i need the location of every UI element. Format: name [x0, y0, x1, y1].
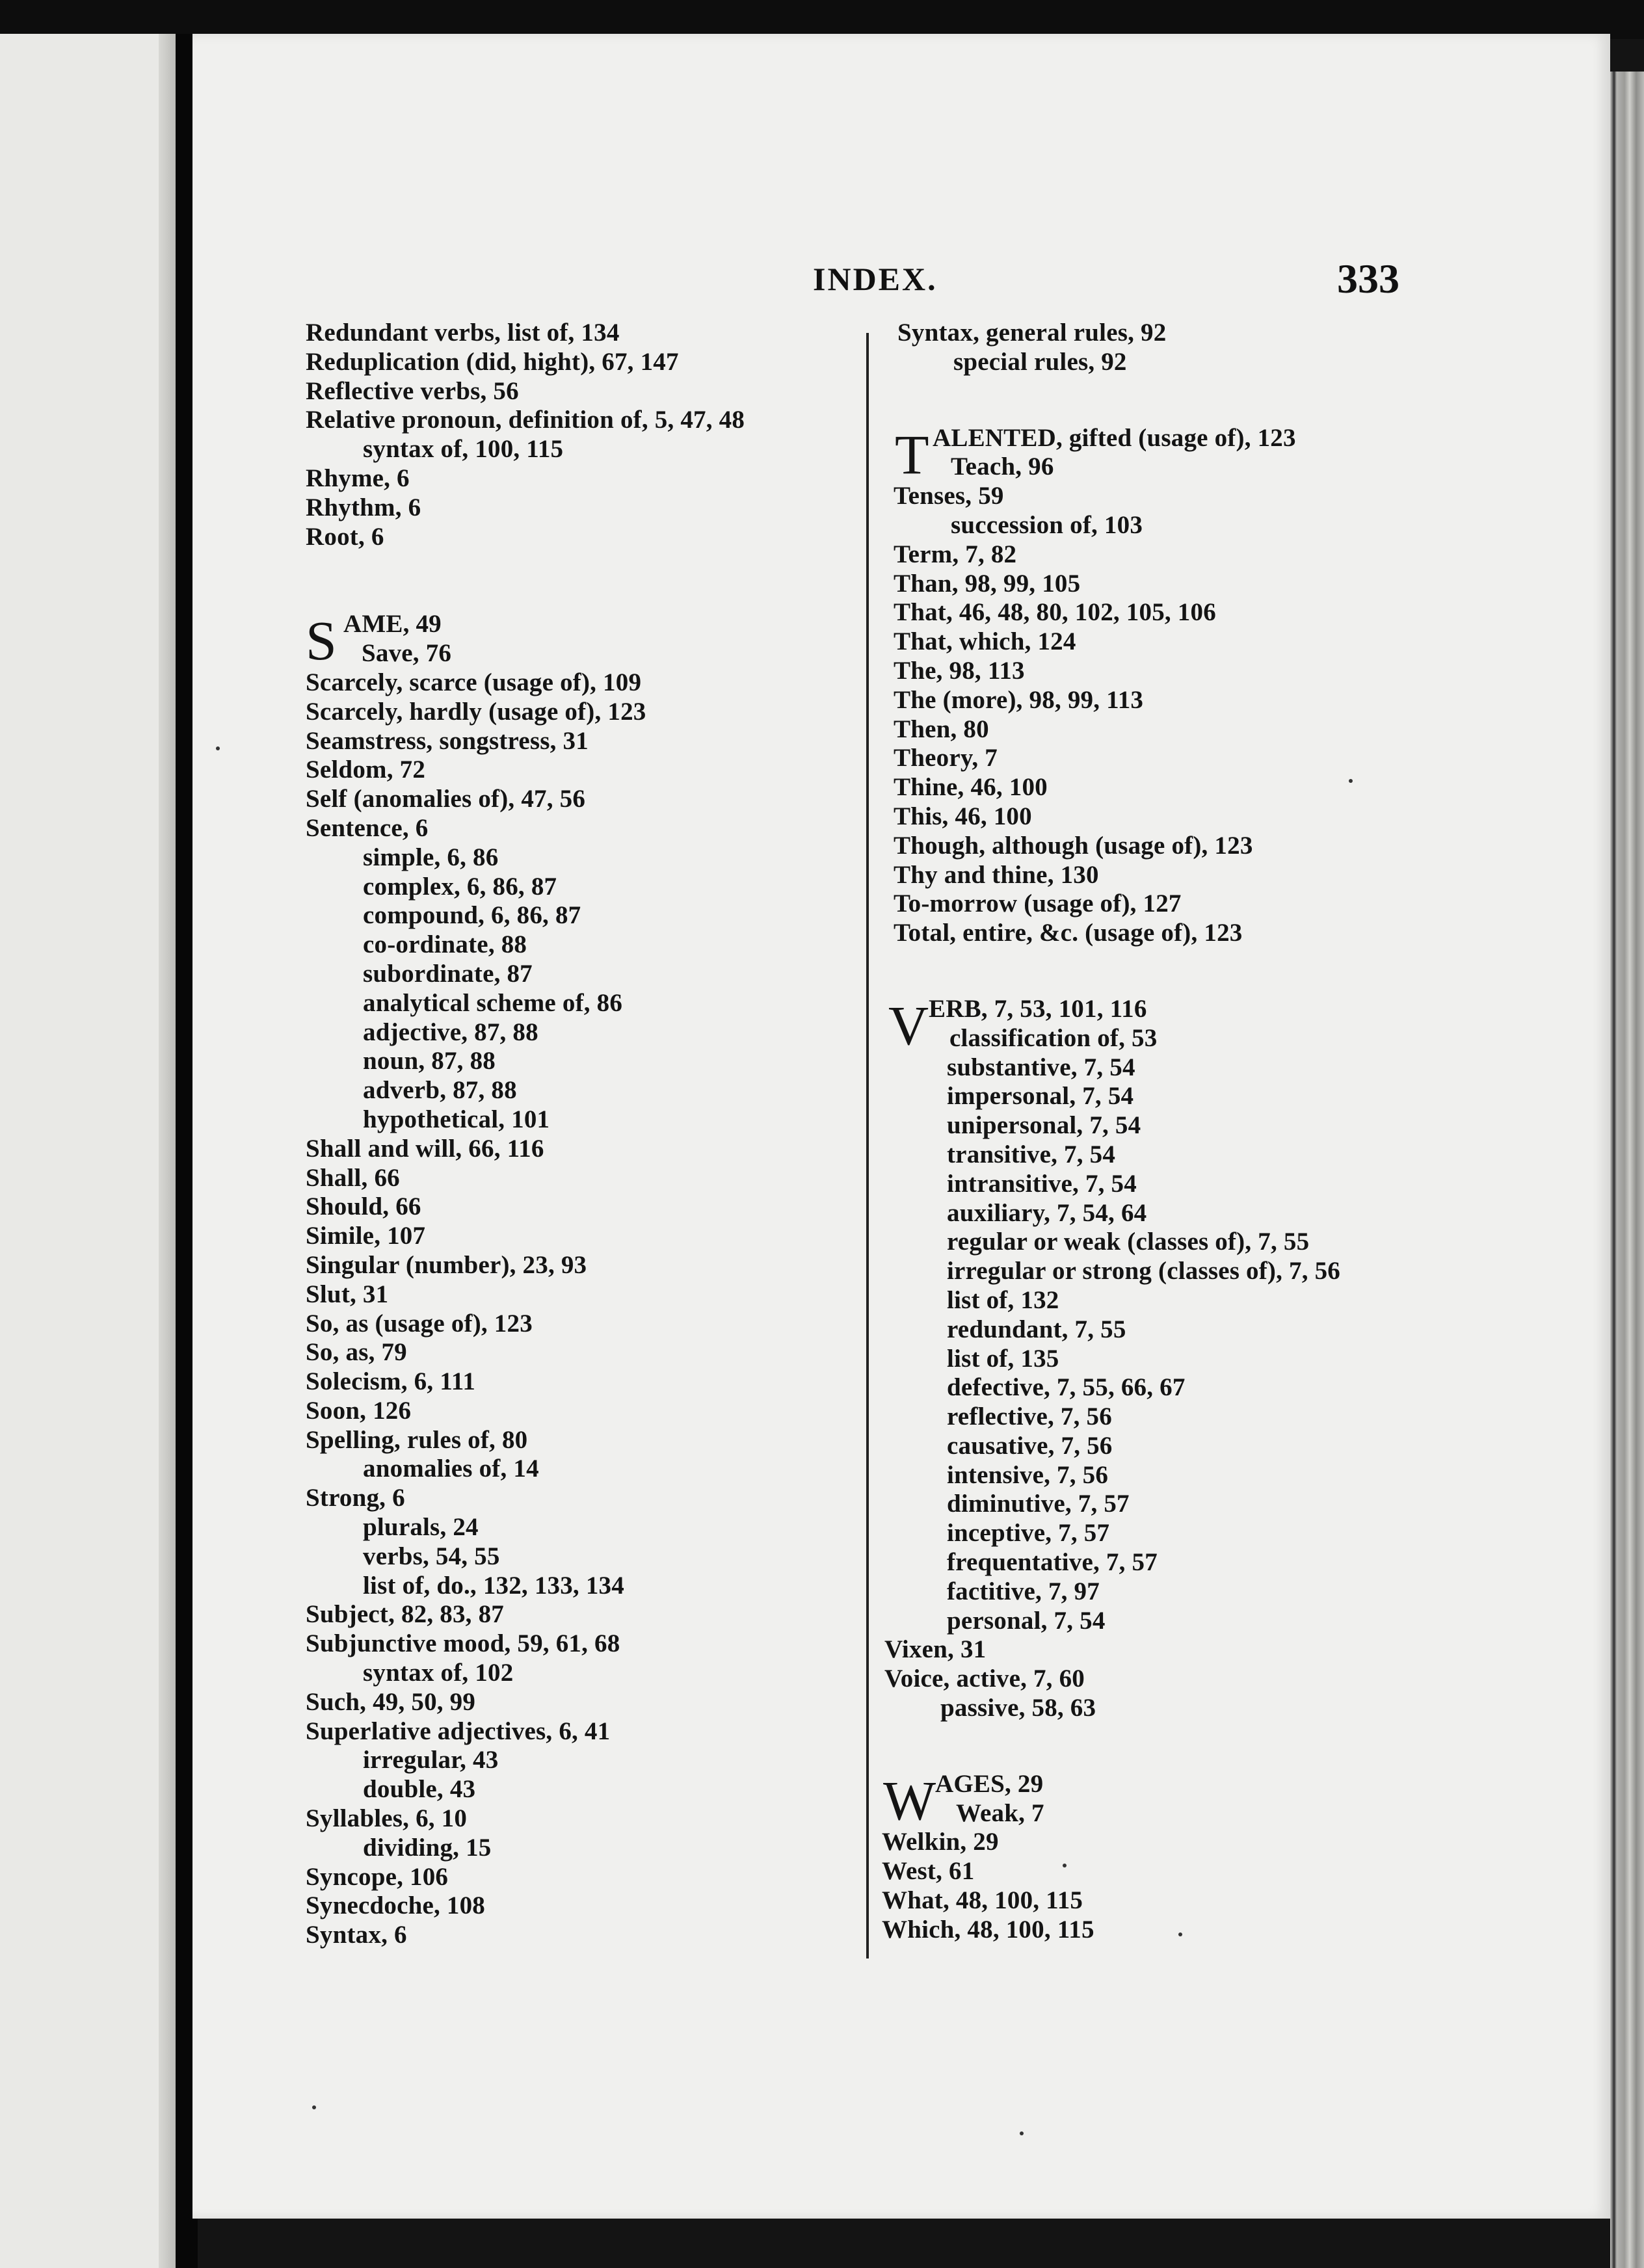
index-subentry: irregular or strong (classes of), 7, 56	[947, 1257, 1341, 1286]
scan-speck	[312, 2105, 316, 2109]
index-subentry: auxiliary, 7, 54, 64	[947, 1198, 1147, 1227]
index-entry: Shall and will, 66, 116	[306, 1134, 544, 1163]
section-gap	[869, 948, 1428, 995]
index-entry: Seamstress, songstress, 31	[306, 726, 589, 755]
section-gap	[306, 551, 878, 610]
index-subentry: verbs, 54, 55	[363, 1542, 500, 1570]
index-entry: So, as, 79	[306, 1338, 407, 1367]
index-entry: So, as (usage of), 123	[306, 1309, 533, 1338]
index-entry: Should, 66	[306, 1193, 421, 1221]
index-subentry: regular or weak (classes of), 7, 55	[947, 1228, 1310, 1256]
index-entry: Total, entire, &c. (usage of), 123	[894, 919, 1243, 947]
section-s-heading	[306, 609, 878, 672]
drop-cap-t: T	[895, 423, 929, 486]
index-subentry: diminutive, 7, 57	[947, 1490, 1130, 1518]
index-subentry: hypothetical, 101	[363, 1105, 550, 1133]
index-entry: Such, 49, 50, 99	[306, 1687, 476, 1716]
index-entry: Seldom, 72	[306, 756, 426, 784]
index-subentry: co-ordinate, 88	[363, 930, 527, 959]
scan-speck	[1063, 1864, 1067, 1867]
index-subentry: analytical scheme of, 86	[363, 988, 623, 1017]
index-subentry: complex, 6, 86, 87	[363, 872, 557, 901]
section-v-heading	[888, 994, 1428, 1057]
index-subentry: substantive, 7, 54	[947, 1053, 1135, 1081]
index-entry: ERB, 7, 53, 101, 116	[929, 994, 1147, 1023]
index-subentry: compound, 6, 86, 87	[363, 901, 581, 930]
drop-cap-w: W	[883, 1769, 936, 1832]
index-entry: Syllables, 6, 10	[306, 1804, 468, 1833]
index-entry: Weak, 7	[956, 1799, 1044, 1827]
index-subentry: passive, 58, 63	[940, 1694, 1096, 1722]
page-stack-edge	[1610, 72, 1644, 2268]
drop-cap-s: S	[306, 609, 338, 672]
index-subentry: succession of, 103	[951, 510, 1143, 539]
index-subentry: noun, 87, 88	[363, 1047, 496, 1075]
index-column-left	[306, 319, 878, 1950]
section-t-entries	[894, 482, 1428, 948]
index-subentry: list of, 135	[947, 1344, 1059, 1373]
index-entry: Simile, 107	[306, 1222, 426, 1250]
index-entry: Sentence, 6	[306, 813, 429, 842]
index-entry: AGES, 29	[935, 1769, 1044, 1798]
index-entry: Spelling, rules of, 80	[306, 1425, 528, 1454]
index-subentry: intransitive, 7, 54	[947, 1169, 1137, 1198]
index-entry: To-morrow (usage of), 127	[894, 890, 1182, 918]
index-entry: Subject, 82, 83, 87	[306, 1600, 504, 1629]
index-entry: Voice, active, 7, 60	[884, 1665, 1085, 1693]
index-entry: That, which, 124	[894, 627, 1076, 656]
index-entry: Superlative adjectives, 6, 41	[306, 1717, 611, 1745]
index-entry: Synecdoche, 108	[306, 1892, 485, 1920]
index-entry: Singular (number), 23, 93	[306, 1250, 587, 1279]
index-entry: Strong, 6	[306, 1484, 405, 1512]
index-subentry: double, 43	[363, 1775, 476, 1804]
section-w-heading	[883, 1769, 1428, 1832]
index-subentry: list of, do., 132, 133, 134	[363, 1571, 624, 1600]
index-subentry: irregular, 43	[363, 1746, 499, 1774]
index-entry: Rhythm, 6	[306, 493, 421, 521]
index-entry: Tenses, 59	[894, 482, 1004, 510]
index-entry: Teach, 96	[951, 453, 1054, 481]
page-number: 333	[1337, 256, 1399, 302]
index-subentry: unipersonal, 7, 54	[947, 1111, 1141, 1140]
index-subentry: simple, 6, 86	[363, 843, 499, 871]
index-subentry: causative, 7, 56	[947, 1431, 1113, 1460]
index-subentry: adverb, 87, 88	[363, 1076, 517, 1105]
index-entry: Term, 7, 82	[894, 540, 1017, 568]
index-entry: Thy and thine, 130	[894, 860, 1099, 889]
index-entry: Then, 80	[894, 715, 989, 743]
index-subentry: plurals, 24	[363, 1513, 479, 1542]
index-entry: This, 46, 100	[894, 802, 1032, 830]
index-subentry: frequentative, 7, 57	[947, 1548, 1158, 1577]
scan-speck	[216, 746, 220, 750]
index-subentry: reflective, 7, 56	[947, 1403, 1112, 1431]
section-gap	[869, 1723, 1428, 1770]
index-subentry: transitive, 7, 54	[947, 1140, 1116, 1168]
index-entry: Theory, 7	[894, 744, 998, 772]
index-subentry: defective, 7, 55, 66, 67	[947, 1373, 1186, 1402]
index-entry: Scarcely, scarce (usage of), 109	[306, 668, 642, 696]
index-subentry: list of, 132	[947, 1286, 1059, 1314]
index-entry: Than, 98, 99, 105	[894, 569, 1081, 598]
index-subentry: personal, 7, 54	[947, 1606, 1106, 1635]
index-entry: Relative pronoun, definition of, 5, 47, 48	[306, 406, 745, 434]
index-entry: The (more), 98, 99, 113	[894, 685, 1144, 714]
index-subentry: subordinate, 87	[363, 959, 533, 988]
index-subentry: special rules, 92	[953, 347, 1127, 376]
index-entry: Subjunctive mood, 59, 61, 68	[306, 1629, 620, 1658]
section-v-entries	[884, 1053, 1428, 1723]
index-entry: Syncope, 106	[306, 1862, 449, 1891]
index-entry: ALENTED, gifted (usage of), 123	[933, 423, 1296, 452]
index-entry: Which, 48, 100, 115	[882, 1915, 1094, 1944]
index-entry: Rhyme, 6	[306, 464, 410, 492]
section-t-heading	[895, 423, 1428, 486]
drop-cap-v: V	[888, 994, 929, 1057]
scan-speck	[1178, 1932, 1182, 1936]
index-entry: That, 46, 48, 80, 102, 105, 106	[894, 598, 1216, 627]
index-entry: Slut, 31	[306, 1280, 389, 1308]
index-entry: Redundant verbs, list of, 134	[306, 319, 620, 347]
index-subentry: impersonal, 7, 54	[947, 1082, 1134, 1111]
section-w-entries	[882, 1828, 1428, 1944]
index-subentry: redundant, 7, 55	[947, 1315, 1126, 1343]
index-subentry: anomalies of, 14	[363, 1455, 539, 1483]
index-entry: Root, 6	[306, 522, 384, 551]
index-entry: Reduplication (did, hight), 67, 147	[306, 347, 679, 376]
scan-speck	[1020, 2131, 1024, 2135]
index-subentry: intensive, 7, 56	[947, 1460, 1109, 1489]
index-entry: Thine, 46, 100	[894, 773, 1048, 802]
index-subentry: inceptive, 7, 57	[947, 1519, 1110, 1548]
index-entry: The, 98, 113	[894, 656, 1025, 685]
index-subentry: syntax of, 102	[363, 1659, 514, 1687]
index-entry: Welkin, 29	[882, 1828, 999, 1856]
scan-speck	[1349, 779, 1353, 783]
index-entry: Vixen, 31	[884, 1635, 987, 1664]
index-entry: Reflective verbs, 56	[306, 376, 519, 405]
index-subentry: factitive, 7, 97	[947, 1577, 1100, 1605]
index-subentry: syntax of, 100, 115	[363, 435, 564, 464]
index-subentry: adjective, 87, 88	[363, 1018, 538, 1046]
index-entry: Syntax, 6	[306, 1921, 407, 1949]
index-subentry: dividing, 15	[363, 1833, 492, 1862]
index-entry: Though, although (usage of), 123	[894, 831, 1253, 860]
index-entry: Shall, 66	[306, 1163, 400, 1192]
index-column-right	[869, 319, 1428, 1945]
index-entry: AME, 49	[343, 610, 442, 639]
index-entry: West, 61	[882, 1857, 975, 1886]
index-entry: Solecism, 6, 111	[306, 1367, 476, 1396]
index-entry: Syntax, general rules, 92	[897, 319, 1167, 347]
scan-top-band	[0, 0, 1644, 39]
page-header-title: INDEX.	[813, 261, 938, 297]
index-entry: Save, 76	[362, 639, 452, 668]
index-entry: Scarcely, hardly (usage of), 123	[306, 697, 646, 726]
index-entry: Soon, 126	[306, 1396, 412, 1425]
index-subentry: classification of, 53	[949, 1023, 1158, 1052]
section-gap	[869, 377, 1428, 424]
index-entry: What, 48, 100, 115	[882, 1886, 1083, 1915]
index-entry: Self (anomalies of), 47, 56	[306, 785, 586, 813]
previous-page-edge	[0, 34, 176, 2268]
